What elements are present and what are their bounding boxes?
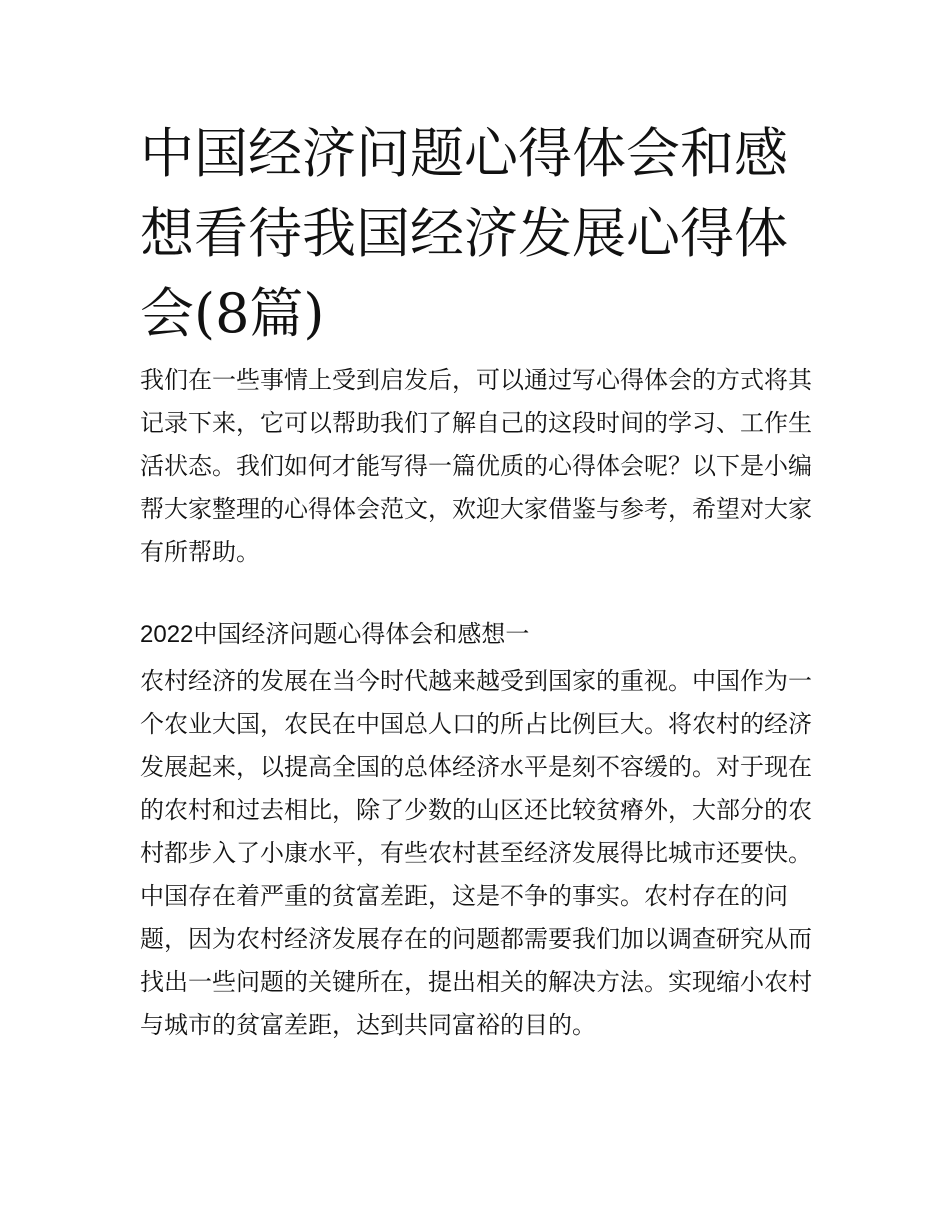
section-heading bbox=[140, 616, 820, 653]
document-title: 中国经济问题心得体会和感想看待我国经济发展心得体会(8篇) bbox=[140, 122, 788, 345]
section-paragraph: 农村经济的发展在当今时代越来越受到国家的重视。中国作为一个农业大国，农民在中国总人口的所占比例巨大。将农村的经济发展起来，以提高全国的总体经济水平是刻不容缓的。对于现在的农村和过去相比，除了少数的山区还比较贫瘠外，大部分的农村都步入了小康水平，有些农村甚至经济发展得比城市还要快。中国存在着严重的贫富差距，这是不争的事实。农村存在的问题，因为农村经济发展存在的问题都需要我们加以调查研究从而找出一些问题的关键所在，提出相关的解决方法。实现缩小农村与城市的贫富差距，达到共同富裕的目的。 bbox=[140, 667, 812, 1039]
intro-paragraph: 我们在一些事情上受到启发后，可以通过写心得体会的方式将其记录下来，它可以帮助我们了解自己的这段时间的学习、工作生活状态。我们如何才能写得一篇优质的心得体会呢？以下是小编帮大家整理的心得体会范文，欢迎大家借鉴与参考，希望对大家有所帮助。 bbox=[140, 366, 812, 566]
section-year: 2022 bbox=[140, 621, 194, 648]
section-title: 中国经济问题心得体会和感想一 bbox=[193, 620, 530, 648]
